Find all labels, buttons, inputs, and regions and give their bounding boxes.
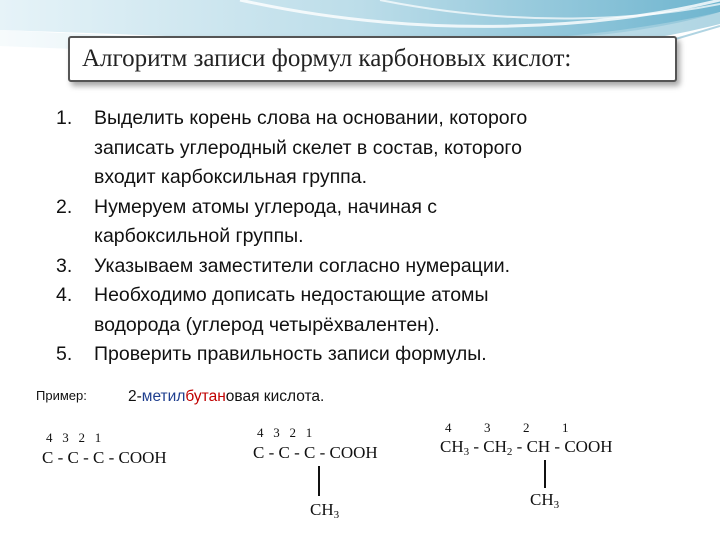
formula3-chain: $CH_3 - CH_2$ - CH - COOH (440, 437, 613, 458)
step-item (56, 281, 676, 340)
formula1-numbers: 4 3 2 1 (46, 430, 102, 445)
step-line: Указываем заместители согласно нумерации. (94, 254, 511, 277)
step-line: водорода (углерод четырёхвалентен). (94, 313, 440, 336)
step-line: записать углеродный скелет в состав, которого (94, 136, 522, 159)
step-line: Необходимо дописать недостающие атомы (94, 284, 489, 306)
formula3-substituent: $CH_3$ (530, 490, 560, 511)
step-number: 1. (56, 107, 73, 129)
example-label: Пример: (36, 388, 87, 403)
compound-name (128, 388, 324, 406)
compound-substituent-root: метил (141, 388, 186, 405)
step-line: входит карбоксильная группа. (94, 166, 367, 188)
step-line: Нумеруем атомы углерода, начиная с (94, 195, 438, 218)
step-number: 2. (56, 195, 73, 218)
step-line: Проверить правильность записи формулы. (94, 343, 487, 365)
step-line: Выделить корень слова на основании, которого (94, 107, 528, 129)
slide-title: Алгоритм записи формул карбоновых кислот: (68, 36, 677, 82)
compound-suffix: овая кислота. (225, 388, 325, 405)
formula3-bond (544, 460, 546, 488)
step-number: 5. (56, 343, 73, 365)
step-item (56, 340, 676, 370)
formula3-numbers: 4 3 2 1 (445, 420, 569, 435)
formula2-substituent: $CH_3$ (310, 500, 340, 521)
formula2-numbers: 4 3 2 1 (257, 425, 313, 440)
formula2-bond (318, 466, 320, 496)
step-item (56, 193, 676, 252)
step-number: 4. (56, 284, 73, 306)
formula2-chain: C - C - C - COOH (253, 443, 378, 462)
step-item (56, 104, 676, 193)
compound-chain-root: бутан (185, 388, 226, 405)
formula1-chain: C - C - C - COOH (42, 448, 167, 467)
step-number: 3. (56, 254, 73, 277)
step-line: карбоксильной группы. (94, 225, 304, 247)
algorithm-steps (56, 104, 676, 370)
compound-prefix: 2- (128, 388, 142, 405)
step-item (56, 252, 676, 282)
